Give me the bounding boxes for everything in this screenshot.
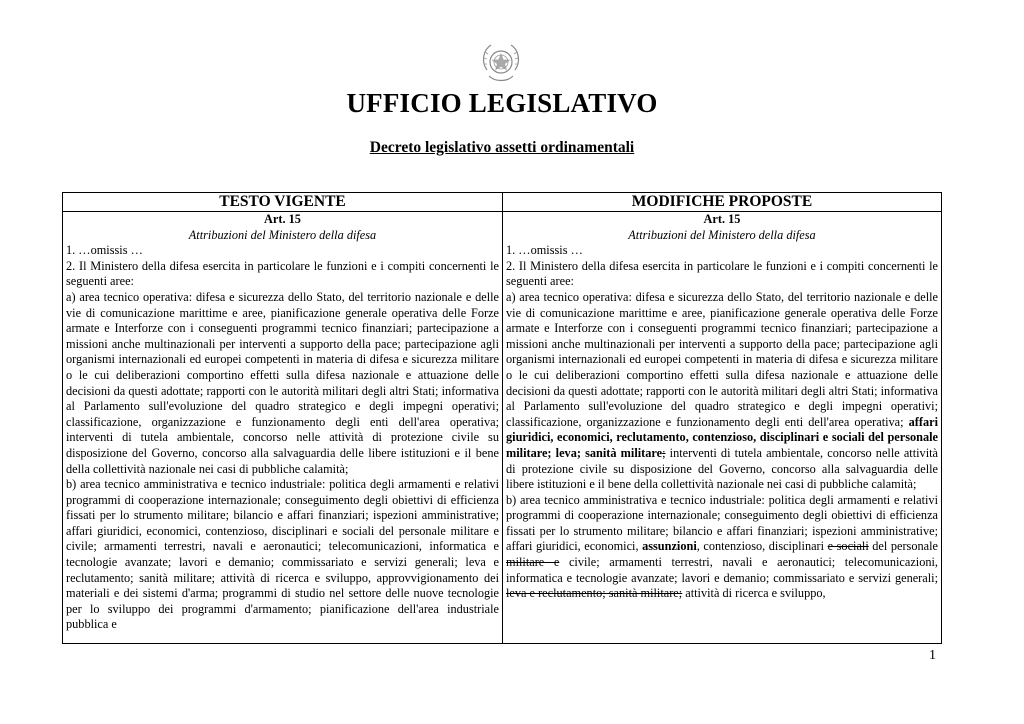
column-header-proposed-changes: MODIFICHE PROPOSTE xyxy=(503,193,942,212)
paragraph-b-text: del personale xyxy=(868,539,938,554)
article-title: Attribuzioni del Ministero della difesa xyxy=(628,227,816,242)
paragraph-2: 2. Il Ministero della difesa esercita in particolare le funzioni e i compiti concernenti le seguenti aree: xyxy=(506,258,938,289)
paragraph-a-rest: interventi di tutela ambientale, concorso nelle attività di protezione civile su disposizione del Governo, concorso alla salvaguardia delle libere istituzioni e il bene della collettività nazionale nei casi di pubbliche calamità; xyxy=(506,445,938,492)
paragraph-b-text: attività di ricerca e sviluppo, xyxy=(682,586,826,601)
current-text-cell xyxy=(63,212,503,644)
column-header-current-text: TESTO VIGENTE xyxy=(63,193,503,212)
office-title: UFFICIO LEGISLATIVO xyxy=(346,88,658,118)
document-subtitle: Decreto legislativo assetti ordinamentali xyxy=(369,139,635,156)
paragraph-b: b) area tecnico amministrativa e tecnico industriale: politica degli armamenti e relativi programmi di cooperazione internazionale; conseguimento degli obiettivi di efficienza fissati per lo strumento militare; bilancio e affari finanziari; ispezioni amministrative; affari giuridici, economici, contenzioso, disciplinari e sociali del personale militare e civile; armamenti terrestri, navali e aeronautici; telecomunicazioni, informatica e tecnologie avanzate; lavori e demanio; commissariato e servizi generali; leva e reclutamento; sanità militare; attività di ricerca e sviluppo, approvvigionamento dei materiali e dei sistemi d'arma; programmi di studio nel settore delle nuove tecnologie per lo sviluppo dei programmi d'armamento; pianificazione dell'area industriale pubblica e xyxy=(66,477,499,632)
article-number: Art. 15 xyxy=(703,212,741,226)
paragraph-b-text: , contenzioso, disciplinari xyxy=(696,539,828,554)
inserted-text: assunzioni xyxy=(642,539,697,554)
italian-republic-emblem-icon xyxy=(479,40,523,86)
paragraph-a xyxy=(506,290,938,493)
deleted-text: militare e xyxy=(506,555,560,570)
comparison-table xyxy=(62,192,942,644)
paragraph-b-text: b) area tecnico amministrativa e tecnico industriale: politica degli armamenti e relativi programmi di cooperazione internazionale; conseguimento degli obiettivi di efficienza fissati per lo strumento militare; bilancio e affari finanziari; ispezioni amministrative; affari giuridici, economici, xyxy=(506,492,938,554)
paragraph-2: 2. Il Ministero della difesa esercita in particolare le funzioni e i compiti concernenti le seguenti aree: xyxy=(66,258,499,289)
deleted-text: leva e reclutamento; sanità militare; xyxy=(506,586,683,601)
article-title: Attribuzioni del Ministero della difesa xyxy=(188,227,377,242)
paragraph-a-text: a) area tecnico operativa: difesa e sicurezza dello Stato, del territorio nazionale e delle vie di comunicazione marittime e aree, pianificazione generale operativa delle Forze armate e Interforze con i conseguenti programmi tecnico finanziari; partecipazione a missioni anche multinazionali per interventi a supporto della pace; partecipazione agli organismi internazionali ed europei competenti in materia di difesa e sicurezza militare o le cui deliberazioni comportino effetti sulla difesa nazionale e attuazione delle decisioni da questi adottate; rapporti con le autorità militari degli altri Stati; informativa al Parlamento sull'evoluzione del quadro strategico e degli impegni operativi; classificazione, organizzazione e funzionamento degli enti dell'area operativa; xyxy=(506,289,938,429)
paragraph-b xyxy=(506,493,938,602)
page-number: 1 xyxy=(929,648,936,663)
paragraph-b-text: civile; armamenti terrestri, navali e aeronautici; telecomunicazioni, informatica e tecnologie avanzate; lavori e demanio; commissariato e servizi generali; xyxy=(506,555,938,585)
paragraph-1: 1. …omissis … xyxy=(66,243,143,258)
inserted-text: affari giuridici, economici, reclutamento, contenzioso, disciplinari e sociali del personale militare; leva; sanità militare xyxy=(506,414,938,460)
paragraph-1: 1. …omissis … xyxy=(506,243,583,258)
table-content-row xyxy=(63,212,942,644)
table-header-row xyxy=(63,193,942,212)
paragraph-a: a) area tecnico operativa: difesa e sicurezza dello Stato, del territorio nazionale e delle vie di comunicazione marittime e aree, pianificazione generale operativa delle Forze armate e Interforze con i conseguenti programmi tecnico finanziari; partecipazione a missioni anche multinazionali per interventi a supporto della pace; partecipazione agli organismi internazionali ed europei competenti in materia di difesa e sicurezza militare o le cui deliberazioni comportino effetti sulla difesa nazionale e attuazione delle decisioni da questi adottate; rapporti con le autorità militari degli altri Stati; informativa al Parlamento sull'evoluzione del quadro strategico e degli impegni operativi; classificazione, organizzazione e funzionamento degli enti dell'area operativa; interventi di tutela ambientale, concorso nelle attività di protezione civile su disposizione del Governo, concorso alla salvaguardia delle libere istituzioni e il bene della collettività nazionale nei casi di pubbliche calamità; xyxy=(66,289,499,476)
deleted-text: e sociali xyxy=(827,539,869,554)
article-number: Art. 15 xyxy=(264,212,301,226)
deleted-text: ; xyxy=(662,445,666,460)
proposed-changes-cell xyxy=(503,212,942,644)
